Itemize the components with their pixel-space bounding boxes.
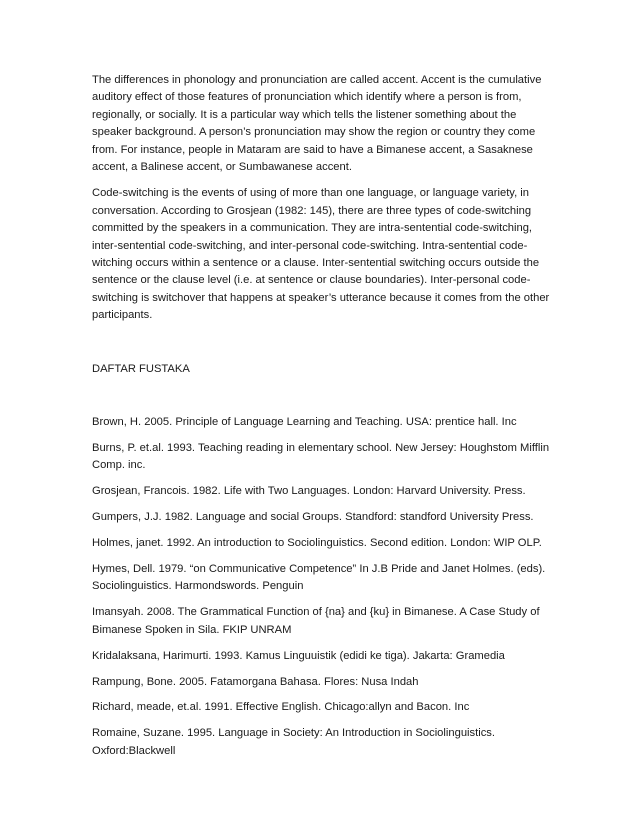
references-heading: DAFTAR FUSTAKA: [92, 362, 190, 375]
reference-item: Hymes, Dell. 1979. “on Communicative Competence” In J.B Pride and Janet Holmes. (eds). Sociolinguistics. Harmondswords. Penguin: [92, 563, 546, 593]
reference-item: Imansyah. 2008. The Grammatical Function of {na} and {ku} in Bimanese. A Case Study of Bimanese Spoken in Sila. FKIP UNRAM: [92, 606, 540, 636]
reference-item: Gumpers, J.J. 1982. Language and social Groups. Standford: standford University Press.: [92, 511, 534, 524]
document-page: [92, 72, 558, 769]
reference-list: [92, 414, 558, 760]
paragraph-accent: The differences in phonology and pronunciation are called accent. Accent is the cumulative auditory effect of those features of pronunciation which identify where a person is from, regionally, or socially. It is a particular way which tells the listener something about the speaker background. A person’s pronunciation may show the region or country they come from. For instance, people in Mataram are said to have a Bimanese accent, a Sasaknese accent, a Balinese accent, or Sumbawanese accent.: [92, 74, 542, 174]
reference-item: Romaine, Suzane. 1995. Language in Society: An Introduction in Sociolinguistics. Oxford:Blackwell: [92, 727, 496, 757]
paragraph-code-switching: Code-switching is the events of using of more than one language, or language variety, in conversation. According to Grosjean (1982: 145), there are three types of code-switching committed by the speakers in a communication. They are intra-sentential code-switching, inter-sentential code-switching, and inter-personal code-switching. Intra-sentential code-witching occurs within a sentence or a clause. Inter-sentential switching occurs outside the sentence or the clause level (i.e. at sentence or clause boundaries). Inter-personal code-switching is switchover that happens at speaker’s utterance because it comes from the other participants.: [92, 187, 550, 322]
reference-item: Holmes, janet. 1992. An introduction to Sociolinguistics. Second edition. London: WIP OLP.: [92, 537, 542, 550]
reference-item: Richard, meade, et.al. 1991. Effective English. Chicago:allyn and Bacon. Inc: [92, 701, 470, 714]
reference-item: Burns, P. et.al. 1993. Teaching reading in elementary school. New Jersey: Houghstom Mifflin Comp. inc.: [92, 441, 550, 472]
reference-item: Kridalaksana, Harimurti. 1993. Kamus Linguuistik (edidi ke tiga). Jakarta: Gramedia: [92, 649, 505, 662]
reference-item: Rampung, Bone. 2005. Fatamorgana Bahasa. Flores: Nusa Indah: [92, 675, 419, 688]
reference-item: Grosjean, Francois. 1982. Life with Two Languages. London: Harvard University. Press.: [92, 485, 526, 498]
reference-item: Brown, H. 2005. Principle of Language Learning and Teaching. USA: prentice hall. Inc: [92, 416, 517, 429]
